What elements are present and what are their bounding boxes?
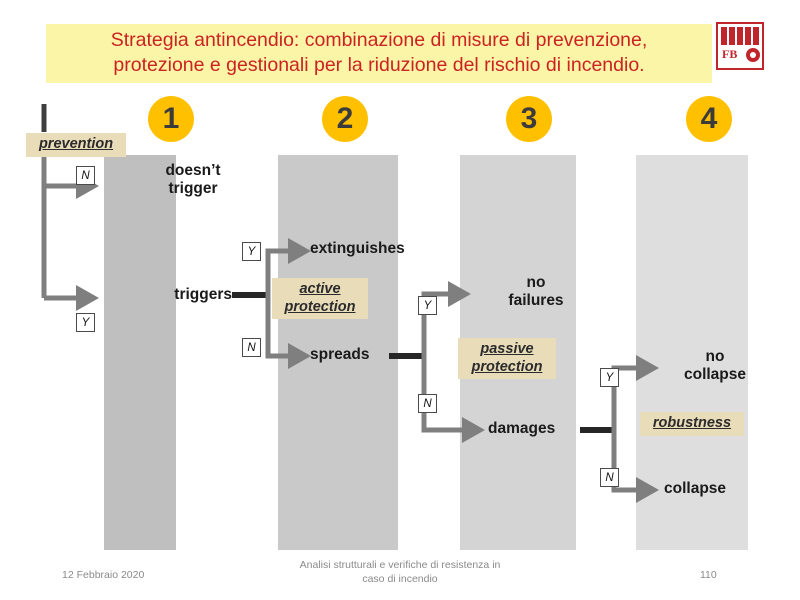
stage-badge-3: 3 xyxy=(506,96,552,142)
measure-passive-protection-line-1: passive xyxy=(480,341,534,357)
logo-dot-icon xyxy=(746,48,760,62)
footer-page-number: 110 xyxy=(700,569,717,581)
branch-tag-prevention-no: N xyxy=(76,166,95,185)
page-title-line-2: protezione e gestionali per la riduzione del rischio di incendio. xyxy=(113,53,645,76)
node-no-failures-line-1: no xyxy=(526,274,546,291)
measure-active-protection-line-2: protection xyxy=(284,298,356,315)
institution-logo xyxy=(716,22,764,70)
node-doesnt-trigger-line-1: doesn’t xyxy=(165,162,221,179)
stage-badge-2: 2 xyxy=(322,96,368,142)
node-triggers: triggers xyxy=(174,286,232,303)
footer-subject-line-2: caso di incendio xyxy=(362,573,438,586)
node-doesnt-trigger xyxy=(148,162,238,198)
branch-tag-active-yes: Y xyxy=(242,242,261,261)
footer-date: 12 Febbraio 2020 xyxy=(62,569,145,581)
footer-subject xyxy=(250,558,550,586)
node-damages: damages xyxy=(488,420,556,437)
stage-badge-1: 1 xyxy=(148,96,194,142)
branch-tag-robustness-yes: Y xyxy=(600,368,619,387)
measure-passive-protection xyxy=(458,338,556,379)
slide-title xyxy=(46,24,712,83)
measure-active-protection xyxy=(272,278,368,319)
node-no-failures xyxy=(486,274,586,310)
logo-initials: FB xyxy=(722,47,738,61)
branch-tag-passive-yes: Y xyxy=(418,296,437,315)
logo-bars-icon xyxy=(721,27,761,45)
node-no-collapse-line-2: collapse xyxy=(683,365,747,383)
stage-badge-4: 4 xyxy=(686,96,732,142)
branch-tag-active-no: N xyxy=(242,338,261,357)
page-title-line-1: Strategia antincendio: combinazione di misure di prevenzione, xyxy=(110,29,648,51)
measure-robustness: robustness xyxy=(640,412,744,436)
node-extinguishes: extinguishes xyxy=(310,240,405,257)
node-no-collapse xyxy=(666,348,764,384)
node-no-collapse-line-1: no xyxy=(705,348,725,365)
node-collapse: collapse xyxy=(664,480,727,497)
footer-subject-line-1: Analisi strutturali e verifiche di resistenza in xyxy=(299,559,501,571)
node-doesnt-trigger-line-2: trigger xyxy=(168,179,218,197)
measure-active-protection-line-1: active xyxy=(299,281,341,297)
measure-passive-protection-line-2: protection xyxy=(471,358,543,375)
node-spreads: spreads xyxy=(310,346,370,363)
node-no-failures-line-2: failures xyxy=(508,291,564,309)
branch-tag-prevention-yes: Y xyxy=(76,313,95,332)
branch-tag-passive-no: N xyxy=(418,394,437,413)
branch-tag-robustness-no: N xyxy=(600,468,619,487)
measure-prevention: prevention xyxy=(26,133,126,157)
stage-column-1 xyxy=(104,155,176,550)
